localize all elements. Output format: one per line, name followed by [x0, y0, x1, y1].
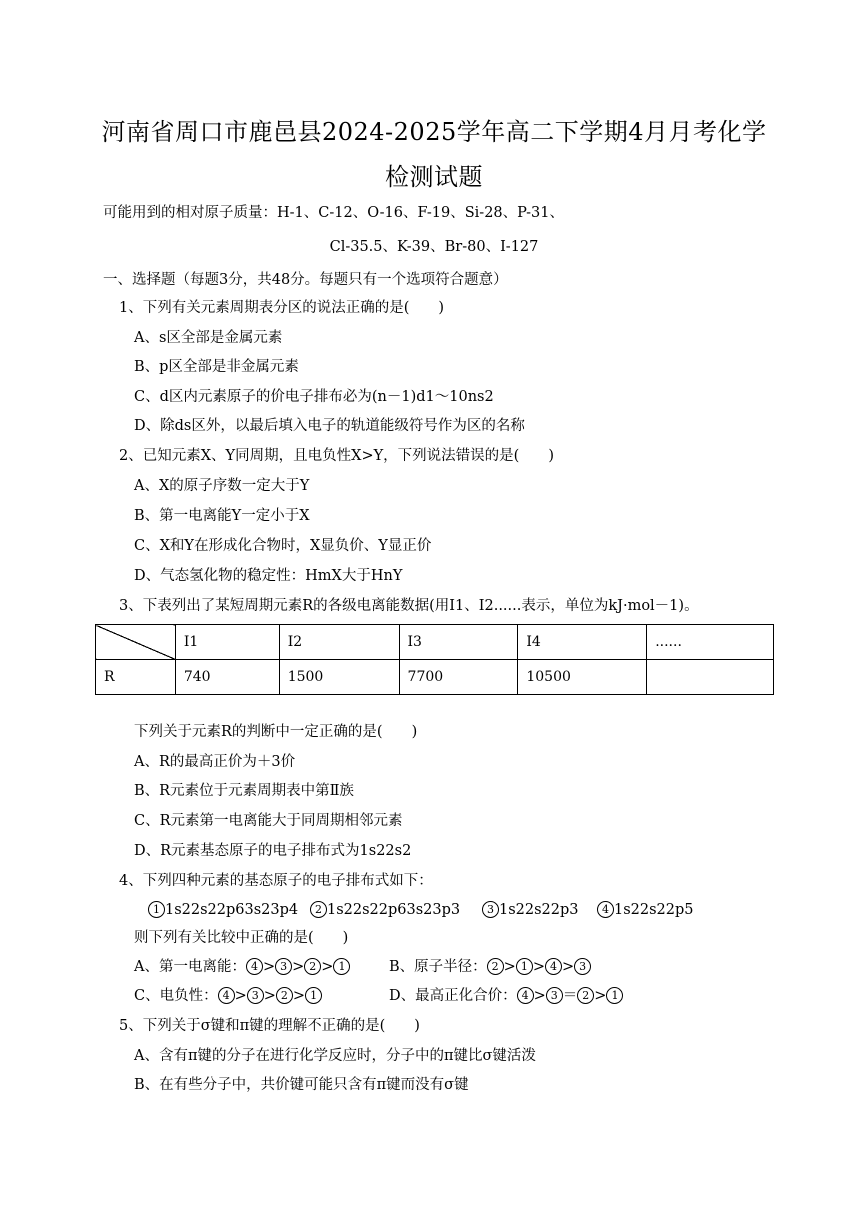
q4-config-4 [597, 900, 694, 920]
gt-sign: > [321, 959, 334, 975]
q2-option-a: A、X的原子序数一定大于Y [134, 478, 310, 494]
doc-title-line2: 检测试题 [385, 163, 483, 191]
q3-stem: 3、下表列出了某短周期元素R的各级电离能数据(用I1、I2......表示，单位为kJ·mol－1)。 [119, 598, 699, 614]
circled-number: 2 [310, 901, 327, 918]
circled-number: 2 [304, 958, 321, 975]
option-label: A、第一电离能： [134, 959, 246, 975]
q4-sub-stem: 则下列有关比较中正确的是( ) [134, 930, 349, 946]
table-corner-cell [96, 625, 176, 660]
circled-number: 3 [574, 958, 591, 975]
q1-option-c: C、d区内元素原子的价电子排布必为(n－1)d1～10ns2 [134, 389, 494, 405]
q3-sub-stem: 下列关于元素R的判断中一定正确的是( ) [134, 724, 418, 740]
circled-number: 4 [597, 901, 614, 918]
circled-number: 3 [546, 987, 563, 1004]
q3-option-b: B、R元素位于元素周期表中第Ⅱ族 [134, 783, 354, 799]
q3-option-c: C、R元素第一电离能大于同周期相邻元素 [134, 813, 403, 829]
gt-sign: > [292, 988, 306, 1004]
table-header-cell: I1 [175, 625, 279, 660]
circled-number: 1 [516, 958, 533, 975]
circled-number: 4 [545, 958, 562, 975]
q2-option-d: D、气态氢化物的稳定性：HmX大于HnY [134, 568, 403, 584]
q4-option-c [134, 986, 322, 1006]
q3-option-d: D、R元素基态原子的电子排布式为1s22s2 [134, 843, 412, 859]
gt-sign: > [503, 959, 516, 975]
circled-number: 3 [275, 958, 292, 975]
circled-number: 3 [482, 901, 499, 918]
circled-number: 2 [276, 987, 293, 1004]
circled-number: 1 [333, 958, 350, 975]
atomic-mass-line1: 可能用到的相对原子质量：H-1、C-12、O-16、F-19、Si-28、P-31、 [103, 205, 564, 221]
gt-sign: > [234, 988, 247, 1004]
circled-number: 4 [246, 958, 263, 975]
table-cell [647, 660, 774, 695]
q1-stem: 1、下列有关元素周期表分区的说法正确的是( ) [119, 300, 445, 316]
q5-option-b: B、在有些分子中，共价键可能只含有π键而没有σ键 [134, 1077, 469, 1093]
doc-title-line1: 河南省周口市鹿邑县2024-2025学年高二下学期4月月考化学 [101, 118, 767, 146]
circled-number: 4 [517, 987, 534, 1004]
table-cell: 1500 [279, 660, 399, 695]
q2-option-c: C、X和Y在形成化合物时，X显负价、Y显正价 [134, 538, 432, 554]
table-header-cell: I2 [279, 625, 399, 660]
table-cell: 10500 [518, 660, 647, 695]
circled-number: 4 [218, 987, 235, 1004]
circled-number: 2 [487, 958, 504, 975]
section-heading: 一、选择题（每题3分，共48分。每题只有一个选项符合题意） [103, 272, 508, 288]
circled-number: 2 [577, 987, 594, 1004]
table-header-cell: I3 [399, 625, 518, 660]
q4-config-2 [310, 900, 460, 920]
config-text: 1s22s22p5 [614, 902, 694, 918]
q5-stem: 5、下列关于σ键和π键的理解不正确的是( ) [119, 1018, 420, 1034]
q4-config-3 [482, 900, 579, 920]
table-row [96, 660, 774, 695]
table-header-cell: I4 [518, 625, 647, 660]
gt-sign: > [532, 959, 545, 975]
q4-option-a [134, 957, 350, 977]
q1-option-a: A、s区全部是金属元素 [134, 330, 283, 346]
atomic-mass-line2: Cl-35.5、K-39、Br-80、I-127 [329, 239, 539, 255]
q5-option-a: A、含有π键的分子在进行化学反应时，分子中的π键比σ键活泼 [134, 1048, 536, 1064]
gt-sign: > [561, 959, 575, 975]
table-header-cell: ...... [647, 625, 774, 660]
q4-option-b [389, 957, 591, 977]
table-cell: 740 [175, 660, 279, 695]
q2-stem: 2、已知元素X、Y同周期，且电负性X>Y，下列说法错误的是( ) [119, 448, 554, 464]
option-label: C、电负性： [134, 988, 218, 1004]
config-text: 1s22s22p63s23p4 [165, 902, 299, 918]
table-header-row [96, 625, 774, 660]
q2-option-b: B、第一电离能Y一定小于X [134, 508, 310, 524]
table-row-label: R [96, 660, 176, 695]
gt-sign: > [594, 988, 607, 1004]
gt-sign: > [292, 959, 305, 975]
option-label: B、原子半径： [389, 959, 487, 975]
gt-sign: > [263, 988, 276, 1004]
circled-number: 1 [606, 987, 623, 1004]
option-label: D、最高正化合价： [389, 988, 517, 1004]
q1-option-d: D、除ds区外，以最后填入电子的轨道能级符号作为区的名称 [134, 418, 525, 434]
q1-option-b: B、p区全部是非金属元素 [134, 359, 299, 375]
circled-number: 1 [148, 901, 165, 918]
q4-option-d [389, 986, 623, 1006]
ionization-energy-table [95, 624, 774, 695]
config-text: 1s22s22p63s23p3 [327, 902, 461, 918]
gt-sign: > [262, 959, 276, 975]
q4-config-1 [148, 900, 298, 920]
table-cell: 7700 [399, 660, 518, 695]
q4-stem: 4、下列四种元素的基态原子的电子排布式如下： [119, 873, 433, 889]
eq-sign: ＝ [562, 988, 578, 1004]
q3-option-a: A、R的最高正价为＋3价 [134, 754, 296, 770]
gt-sign: > [533, 988, 546, 1004]
config-text: 1s22s22p3 [499, 902, 579, 918]
circled-number: 3 [247, 987, 264, 1004]
circled-number: 1 [305, 987, 322, 1004]
